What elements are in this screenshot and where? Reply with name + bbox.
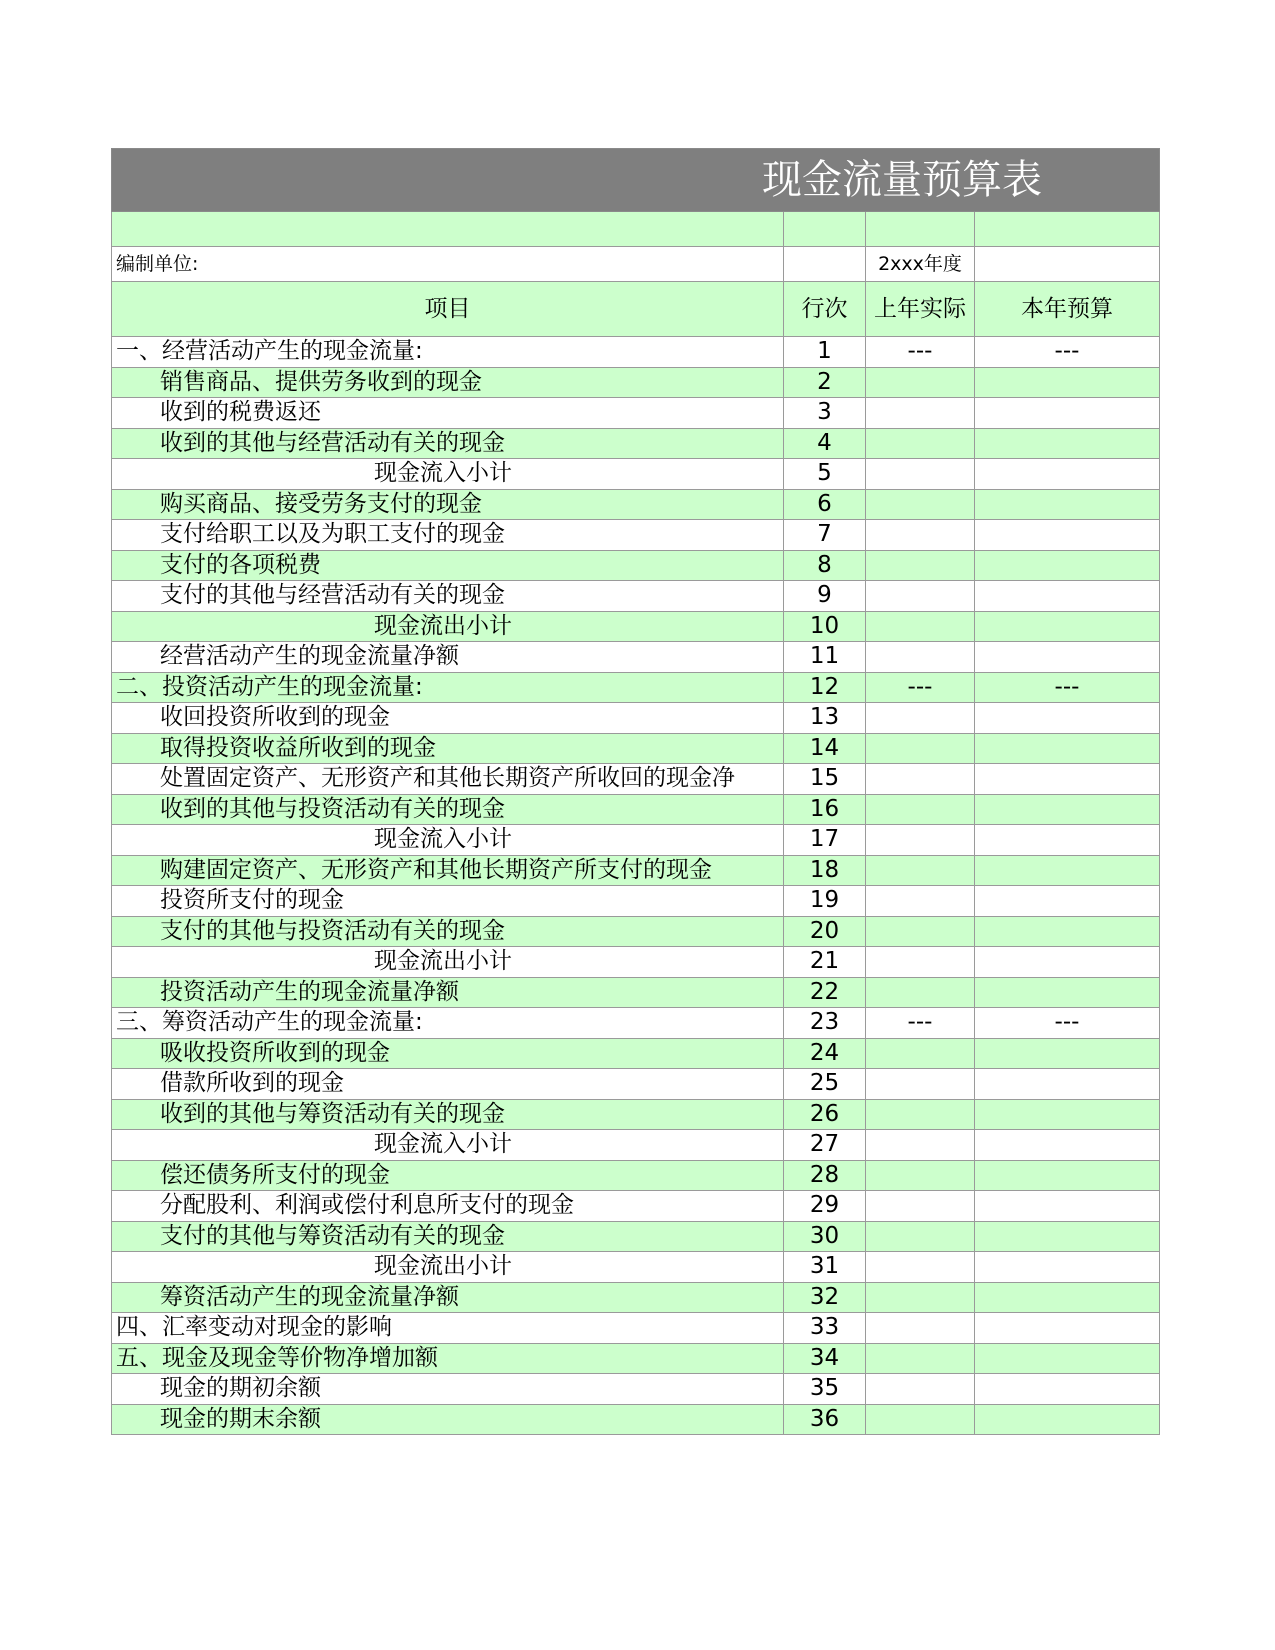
table-row bbox=[112, 550, 1160, 581]
row-item-label: 收到的其他与经营活动有关的现金 bbox=[112, 428, 784, 459]
curr-budget-cell[interactable] bbox=[975, 1191, 1160, 1222]
row-number: 19 bbox=[784, 886, 866, 917]
prev-actual-cell[interactable] bbox=[866, 550, 975, 581]
cash-flow-budget-table bbox=[111, 148, 1160, 1435]
row-number: 14 bbox=[784, 733, 866, 764]
header-row-no: 行次 bbox=[784, 282, 866, 337]
prev-actual-cell[interactable] bbox=[866, 428, 975, 459]
row-item-label: 收到的其他与投资活动有关的现金 bbox=[112, 794, 784, 825]
curr-budget-cell[interactable]: --- bbox=[975, 337, 1160, 368]
row-number: 33 bbox=[784, 1313, 866, 1344]
header-prev-actual: 上年实际 bbox=[866, 282, 975, 337]
prev-actual-cell[interactable] bbox=[866, 916, 975, 947]
curr-budget-cell[interactable] bbox=[975, 611, 1160, 642]
curr-budget-cell[interactable] bbox=[975, 520, 1160, 551]
table-row bbox=[112, 581, 1160, 612]
curr-budget-cell[interactable] bbox=[975, 1374, 1160, 1405]
curr-budget-cell[interactable] bbox=[975, 733, 1160, 764]
curr-budget-cell[interactable]: --- bbox=[975, 672, 1160, 703]
prev-actual-cell[interactable] bbox=[866, 855, 975, 886]
blank-cell[interactable] bbox=[112, 212, 784, 247]
table-row bbox=[112, 367, 1160, 398]
row-number: 27 bbox=[784, 1130, 866, 1161]
row-item-label: 四、汇率变动对现金的影响 bbox=[112, 1313, 784, 1344]
curr-budget-cell[interactable] bbox=[975, 367, 1160, 398]
row-number: 13 bbox=[784, 703, 866, 734]
prev-actual-cell[interactable]: --- bbox=[866, 672, 975, 703]
table-row bbox=[112, 1038, 1160, 1069]
curr-budget-cell[interactable] bbox=[975, 1282, 1160, 1313]
row-item-label: 三、筹资活动产生的现金流量: bbox=[112, 1008, 784, 1039]
row-number: 3 bbox=[784, 398, 866, 429]
row-number: 31 bbox=[784, 1252, 866, 1283]
prev-actual-cell[interactable] bbox=[866, 1191, 975, 1222]
row-number: 24 bbox=[784, 1038, 866, 1069]
prev-actual-cell[interactable] bbox=[866, 1221, 975, 1252]
blank-cell[interactable] bbox=[975, 212, 1160, 247]
curr-budget-cell[interactable] bbox=[975, 977, 1160, 1008]
prev-actual-cell[interactable] bbox=[866, 1160, 975, 1191]
curr-budget-cell[interactable] bbox=[975, 642, 1160, 673]
row-number: 35 bbox=[784, 1374, 866, 1405]
table-row bbox=[112, 886, 1160, 917]
prev-actual-cell[interactable] bbox=[866, 611, 975, 642]
table-row bbox=[112, 1313, 1160, 1344]
row-number: 36 bbox=[784, 1404, 866, 1435]
row-item-label: 偿还债务所支付的现金 bbox=[112, 1160, 784, 1191]
prev-actual-cell[interactable] bbox=[866, 1313, 975, 1344]
row-number: 25 bbox=[784, 1069, 866, 1100]
prev-actual-cell[interactable] bbox=[866, 794, 975, 825]
table-row bbox=[112, 1160, 1160, 1191]
table-row bbox=[112, 611, 1160, 642]
table-row bbox=[112, 489, 1160, 520]
prev-actual-cell[interactable] bbox=[866, 1282, 975, 1313]
year-label: 2xxx年度 bbox=[866, 247, 975, 282]
row-number: 11 bbox=[784, 642, 866, 673]
curr-budget-cell[interactable] bbox=[975, 1313, 1160, 1344]
row-item-label: 收到的其他与筹资活动有关的现金 bbox=[112, 1099, 784, 1130]
row-number: 17 bbox=[784, 825, 866, 856]
curr-budget-cell[interactable] bbox=[975, 825, 1160, 856]
table-row bbox=[112, 1008, 1160, 1039]
blank-cell[interactable] bbox=[784, 212, 866, 247]
row-item-label: 购买商品、接受劳务支付的现金 bbox=[112, 489, 784, 520]
row-number: 20 bbox=[784, 916, 866, 947]
row-number: 5 bbox=[784, 459, 866, 490]
row-number: 30 bbox=[784, 1221, 866, 1252]
row-item-label: 支付的其他与投资活动有关的现金 bbox=[112, 916, 784, 947]
curr-budget-cell[interactable] bbox=[975, 703, 1160, 734]
table-row bbox=[112, 977, 1160, 1008]
row-item-label: 五、现金及现金等价物净增加额 bbox=[112, 1343, 784, 1374]
prev-actual-cell[interactable] bbox=[866, 581, 975, 612]
curr-budget-cell[interactable] bbox=[975, 489, 1160, 520]
table-row bbox=[112, 733, 1160, 764]
blank-row bbox=[112, 212, 1160, 247]
header-row bbox=[112, 282, 1160, 337]
row-item-label: 一、经营活动产生的现金流量: bbox=[112, 337, 784, 368]
table-row bbox=[112, 1099, 1160, 1130]
row-number: 4 bbox=[784, 428, 866, 459]
table-row bbox=[112, 764, 1160, 795]
row-item-label: 现金流出小计 bbox=[112, 1252, 784, 1283]
row-item-label: 购建固定资产、无形资产和其他长期资产所支付的现金 bbox=[112, 855, 784, 886]
row-item-label: 取得投资收益所收到的现金 bbox=[112, 733, 784, 764]
curr-budget-cell[interactable] bbox=[975, 428, 1160, 459]
row-number: 7 bbox=[784, 520, 866, 551]
table-row bbox=[112, 855, 1160, 886]
row-item-label: 经营活动产生的现金流量净额 bbox=[112, 642, 784, 673]
prev-actual-cell[interactable] bbox=[866, 1099, 975, 1130]
row-item-label: 现金流出小计 bbox=[112, 611, 784, 642]
row-item-label: 借款所收到的现金 bbox=[112, 1069, 784, 1100]
row-item-label: 现金流出小计 bbox=[112, 947, 784, 978]
curr-budget-cell[interactable] bbox=[975, 1343, 1160, 1374]
curr-budget-cell[interactable] bbox=[975, 1130, 1160, 1161]
table-row bbox=[112, 1343, 1160, 1374]
row-number: 18 bbox=[784, 855, 866, 886]
curr-budget-cell[interactable] bbox=[975, 398, 1160, 429]
row-item-label: 收回投资所收到的现金 bbox=[112, 703, 784, 734]
table-row bbox=[112, 1404, 1160, 1435]
table-row bbox=[112, 672, 1160, 703]
prev-actual-cell[interactable]: --- bbox=[866, 1008, 975, 1039]
row-item-label: 二、投资活动产生的现金流量: bbox=[112, 672, 784, 703]
curr-budget-cell[interactable] bbox=[975, 1221, 1160, 1252]
curr-budget-cell[interactable] bbox=[975, 1404, 1160, 1435]
row-number: 26 bbox=[784, 1099, 866, 1130]
row-number: 10 bbox=[784, 611, 866, 642]
row-number: 16 bbox=[784, 794, 866, 825]
row-item-label: 筹资活动产生的现金流量净额 bbox=[112, 1282, 784, 1313]
prev-actual-cell[interactable] bbox=[866, 764, 975, 795]
row-item-label: 处置固定资产、无形资产和其他长期资产所收回的现金净 bbox=[112, 764, 784, 795]
row-number: 8 bbox=[784, 550, 866, 581]
row-item-label: 支付给职工以及为职工支付的现金 bbox=[112, 520, 784, 551]
prev-actual-cell[interactable] bbox=[866, 977, 975, 1008]
prev-actual-cell[interactable] bbox=[866, 1343, 975, 1374]
curr-budget-cell[interactable] bbox=[975, 916, 1160, 947]
row-number: 21 bbox=[784, 947, 866, 978]
row-item-label: 吸收投资所收到的现金 bbox=[112, 1038, 784, 1069]
header-item: 项目 bbox=[112, 282, 784, 337]
row-item-label: 现金的期末余额 bbox=[112, 1404, 784, 1435]
curr-budget-cell[interactable] bbox=[975, 764, 1160, 795]
prev-actual-cell[interactable] bbox=[866, 825, 975, 856]
curr-budget-cell[interactable] bbox=[975, 1069, 1160, 1100]
prev-actual-cell[interactable] bbox=[866, 459, 975, 490]
row-item-label: 支付的其他与经营活动有关的现金 bbox=[112, 581, 784, 612]
row-item-label: 现金流入小计 bbox=[112, 825, 784, 856]
row-number: 15 bbox=[784, 764, 866, 795]
curr-budget-cell[interactable] bbox=[975, 794, 1160, 825]
curr-budget-cell[interactable] bbox=[975, 581, 1160, 612]
curr-budget-cell[interactable] bbox=[975, 1252, 1160, 1283]
row-item-label: 现金流入小计 bbox=[112, 1130, 784, 1161]
table-row bbox=[112, 1252, 1160, 1283]
table-row bbox=[112, 825, 1160, 856]
curr-budget-cell[interactable] bbox=[975, 459, 1160, 490]
unit-row bbox=[112, 247, 1160, 282]
unit-blank-cell[interactable] bbox=[784, 247, 866, 282]
prev-actual-cell[interactable] bbox=[866, 489, 975, 520]
table-row bbox=[112, 1374, 1160, 1405]
row-number: 12 bbox=[784, 672, 866, 703]
prev-actual-cell[interactable] bbox=[866, 733, 975, 764]
prev-actual-cell[interactable]: --- bbox=[866, 337, 975, 368]
table-row bbox=[112, 1221, 1160, 1252]
title-row bbox=[112, 149, 1160, 212]
prev-actual-cell[interactable] bbox=[866, 520, 975, 551]
blank-cell[interactable] bbox=[866, 212, 975, 247]
prev-actual-cell[interactable] bbox=[866, 947, 975, 978]
row-number: 2 bbox=[784, 367, 866, 398]
prev-actual-cell[interactable] bbox=[866, 642, 975, 673]
row-number: 28 bbox=[784, 1160, 866, 1191]
row-item-label: 现金流入小计 bbox=[112, 459, 784, 490]
curr-budget-cell[interactable] bbox=[975, 855, 1160, 886]
row-item-label: 现金的期初余额 bbox=[112, 1374, 784, 1405]
row-number: 1 bbox=[784, 337, 866, 368]
unit-blank-cell[interactable] bbox=[975, 247, 1160, 282]
prev-actual-cell[interactable] bbox=[866, 886, 975, 917]
table-row bbox=[112, 703, 1160, 734]
table-row bbox=[112, 1191, 1160, 1222]
prev-actual-cell[interactable] bbox=[866, 1038, 975, 1069]
row-item-label: 分配股利、利润或偿付利息所支付的现金 bbox=[112, 1191, 784, 1222]
header-curr-budget: 本年预算 bbox=[975, 282, 1160, 337]
row-number: 34 bbox=[784, 1343, 866, 1374]
table-row bbox=[112, 916, 1160, 947]
curr-budget-cell[interactable] bbox=[975, 550, 1160, 581]
sheet-title: 现金流量预算表 bbox=[112, 149, 1160, 212]
row-item-label: 销售商品、提供劳务收到的现金 bbox=[112, 367, 784, 398]
row-number: 29 bbox=[784, 1191, 866, 1222]
table-row bbox=[112, 794, 1160, 825]
row-number: 22 bbox=[784, 977, 866, 1008]
prev-actual-cell[interactable] bbox=[866, 703, 975, 734]
curr-budget-cell[interactable] bbox=[975, 947, 1160, 978]
curr-budget-cell[interactable] bbox=[975, 1038, 1160, 1069]
row-item-label: 支付的其他与筹资活动有关的现金 bbox=[112, 1221, 784, 1252]
table-row bbox=[112, 947, 1160, 978]
row-number: 6 bbox=[784, 489, 866, 520]
curr-budget-cell[interactable]: --- bbox=[975, 1008, 1160, 1039]
row-number: 23 bbox=[784, 1008, 866, 1039]
table-row bbox=[112, 337, 1160, 368]
prev-actual-cell[interactable] bbox=[866, 367, 975, 398]
curr-budget-cell[interactable] bbox=[975, 1160, 1160, 1191]
row-item-label: 投资活动产生的现金流量净额 bbox=[112, 977, 784, 1008]
row-number: 32 bbox=[784, 1282, 866, 1313]
table-row bbox=[112, 1282, 1160, 1313]
prev-actual-cell[interactable] bbox=[866, 1130, 975, 1161]
row-item-label: 投资所支付的现金 bbox=[112, 886, 784, 917]
table-row bbox=[112, 520, 1160, 551]
table-row bbox=[112, 398, 1160, 429]
curr-budget-cell[interactable] bbox=[975, 1099, 1160, 1130]
prev-actual-cell[interactable] bbox=[866, 1404, 975, 1435]
curr-budget-cell[interactable] bbox=[975, 886, 1160, 917]
unit-label: 编制单位: bbox=[112, 247, 784, 282]
row-item-label: 收到的税费返还 bbox=[112, 398, 784, 429]
table-row bbox=[112, 1130, 1160, 1161]
table-row bbox=[112, 428, 1160, 459]
row-number: 9 bbox=[784, 581, 866, 612]
row-item-label: 支付的各项税费 bbox=[112, 550, 784, 581]
prev-actual-cell[interactable] bbox=[866, 1069, 975, 1100]
prev-actual-cell[interactable] bbox=[866, 398, 975, 429]
table-row bbox=[112, 642, 1160, 673]
prev-actual-cell[interactable] bbox=[866, 1374, 975, 1405]
table-row bbox=[112, 1069, 1160, 1100]
table-row bbox=[112, 459, 1160, 490]
prev-actual-cell[interactable] bbox=[866, 1252, 975, 1283]
